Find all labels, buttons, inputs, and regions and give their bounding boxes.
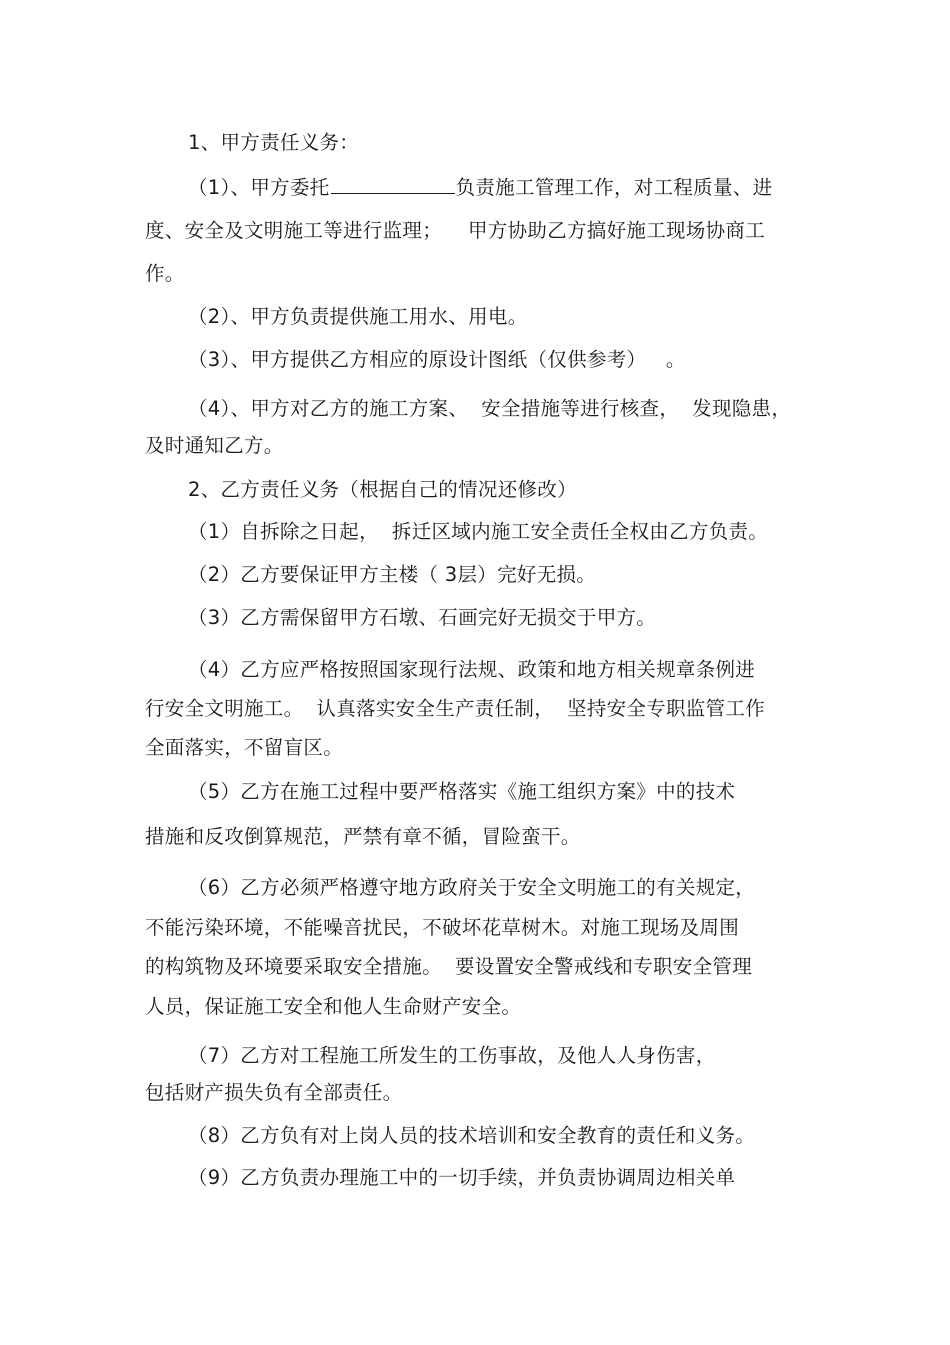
- section-heading: 2、乙方责任义务（根据自己的情况还修改）: [188, 478, 577, 501]
- paragraph-line: 作。: [145, 262, 185, 285]
- paragraph-line: 全面落实，不留盲区。: [145, 736, 344, 759]
- paragraph-line: 的构筑物及环境要采取安全措施。 要设置安全警戒线和专职安全管理: [145, 955, 752, 978]
- paragraph-line: （4）、甲方对乙方的施工方案、 安全措施等进行核查， 发现隐患，: [188, 397, 792, 420]
- paragraph-line: （1）自拆除之日起， 拆迁区域内施工安全责任全权由乙方负责。: [188, 520, 769, 543]
- paragraph-line: （7）乙方对工程施工所发生的工伤事故，及他人人身伤害，: [188, 1044, 716, 1067]
- paragraph-line: （5）乙方在施工过程中要严格落实《施工组织方案》中的技术: [188, 780, 736, 803]
- paragraph-line: 人员，保证施工安全和他人生命财产安全。: [145, 995, 522, 1018]
- paragraph-line: 行安全文明施工。 认真落实安全生产责任制， 坚持安全专职监管工作: [145, 697, 765, 720]
- blank-fill-field: [331, 174, 455, 194]
- paragraph-line: （4）乙方应严格按照国家现行法规、政策和地方相关规章条例进: [188, 658, 756, 681]
- paragraph-line: （8）乙方负有对上岗人员的技术培训和安全教育的责任和义务。: [188, 1124, 756, 1147]
- paragraph-line: （6）乙方必须严格遵守地方政府关于安全文明施工的有关规定，: [188, 876, 756, 899]
- paragraph-line: （2）乙方要保证甲方主楼（ 3层）完好无损。: [188, 563, 597, 586]
- line-text: 负责施工管理工作，对工程质量、进: [455, 176, 773, 199]
- paragraph-line: 不能污染环境，不能噪音扰民，不破坏花草树木。对施工现场及周围: [145, 916, 740, 939]
- paragraph-line: （9）乙方负责办理施工中的一切手续，并负责协调周边相关单: [188, 1166, 736, 1189]
- paragraph-line: （2）、甲方负责提供施工用水、用电。: [188, 305, 528, 328]
- section-heading: 1、甲方责任义务：: [188, 131, 360, 154]
- paragraph-line: 及时通知乙方。: [145, 434, 284, 457]
- paragraph-line: [188, 174, 772, 200]
- line-text: （1）、甲方委托: [188, 176, 330, 199]
- paragraph-line: （3）乙方需保留甲方石墩、石画完好无损交于甲方。: [188, 606, 657, 629]
- paragraph-line: 措施和反攻倒算规范，严禁有章不循，冒险蛮干。: [145, 825, 581, 848]
- paragraph-line: （3）、甲方提供乙方相应的原设计图纸（仅供参考） 。: [188, 348, 686, 371]
- paragraph-line: 包括财产损失负有全部责任。: [145, 1081, 403, 1104]
- paragraph-line: 度、安全及文明施工等进行监理； 甲方协助乙方搞好施工现场协商工: [145, 219, 765, 242]
